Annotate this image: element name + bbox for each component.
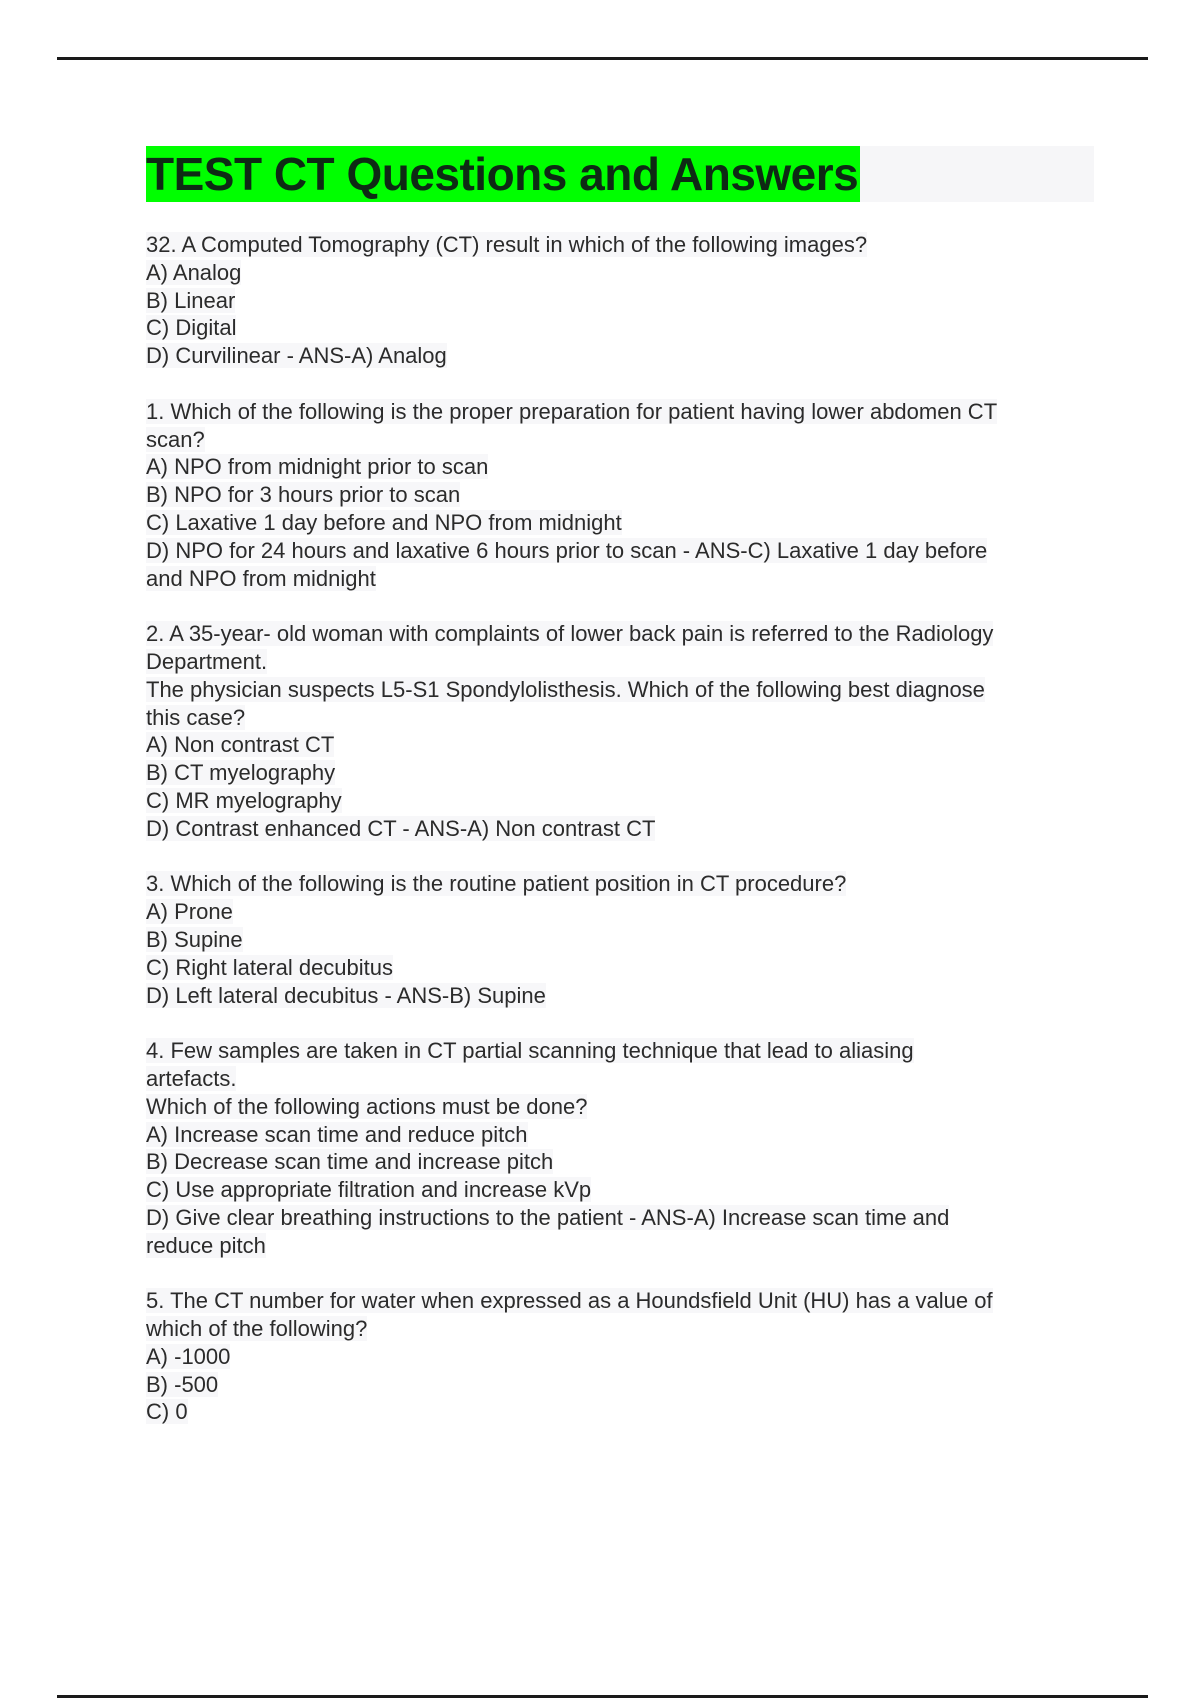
question-line-text: and NPO from midnight [146, 565, 376, 591]
question-line [146, 231, 1096, 259]
question-line-text: A) NPO from midnight prior to scan [146, 454, 489, 480]
question-line [146, 1093, 1096, 1121]
question-line [146, 259, 1096, 287]
question-line-text: D) Curvilinear - ANS-A) Analog [146, 343, 447, 369]
question-line-text: D) NPO for 24 hours and laxative 6 hours prior to scan - ANS-C) Laxative 1 day before [146, 537, 988, 563]
question-line-text: B) -500 [146, 1371, 219, 1397]
title-block [146, 146, 1094, 202]
question-line-text: 4. Few samples are taken in CT partial scanning technique that lead to aliasing [146, 1038, 914, 1064]
question-line-text: A) Prone [146, 899, 233, 925]
question-line-text: reduce pitch [146, 1232, 266, 1258]
question-line-text: which of the following? [146, 1316, 368, 1342]
question-line [146, 898, 1096, 926]
question-line [146, 815, 1096, 843]
question-line [146, 648, 1096, 676]
question-block [146, 620, 1096, 842]
question-line-text: B) CT myelography [146, 760, 336, 786]
question-block [146, 398, 1096, 593]
question-block [146, 231, 1096, 370]
question-line-text: B) Supine [146, 926, 243, 952]
question-line [146, 954, 1096, 982]
question-block [146, 1287, 1096, 1426]
question-line [146, 481, 1096, 509]
question-line-text: The physician suspects L5-S1 Spondylolisthesis. Which of the following best diagnose [146, 676, 985, 702]
question-line [146, 620, 1096, 648]
question-line [146, 509, 1096, 537]
question-line [146, 787, 1096, 815]
question-line [146, 537, 1096, 565]
question-block [146, 870, 1096, 1009]
question-line [146, 565, 1096, 593]
question-line-text: A) Analog [146, 259, 242, 285]
question-line-text: D) Left lateral decubitus - ANS-B) Supine [146, 982, 546, 1008]
question-line [146, 1371, 1096, 1399]
question-line-text: D) Contrast enhanced CT - ANS-A) Non contrast CT [146, 815, 656, 841]
question-line-text: C) MR myelography [146, 787, 342, 813]
question-line-text: C) Use appropriate filtration and increase kVp [146, 1177, 592, 1203]
question-line [146, 1315, 1096, 1343]
question-line-text: A) Non contrast CT [146, 732, 335, 758]
question-line-text: A) -1000 [146, 1343, 231, 1369]
question-line-text: C) Right lateral decubitus [146, 954, 394, 980]
question-line-text: B) Decrease scan time and increase pitch [146, 1149, 554, 1175]
question-line [146, 1232, 1096, 1260]
question-block [146, 1037, 1096, 1259]
bottom-rule [57, 1695, 1148, 1698]
question-line [146, 1037, 1096, 1065]
question-line [146, 1343, 1096, 1371]
question-line-text: 3. Which of the following is the routine patient position in CT procedure? [146, 871, 847, 897]
question-line-text: 5. The CT number for water when expressed as a Houndsfield Unit (HU) has a value of [146, 1288, 993, 1314]
question-line [146, 426, 1096, 454]
question-line [146, 342, 1096, 370]
question-line [146, 1204, 1096, 1232]
question-line [146, 731, 1096, 759]
question-line-text: 2. A 35-year- old woman with complaints of lower back pain is referred to the Radiology [146, 621, 994, 647]
question-line [146, 676, 1096, 704]
question-line [146, 1398, 1096, 1426]
question-line-text: B) Linear [146, 287, 236, 313]
question-line [146, 982, 1096, 1010]
top-rule [57, 57, 1148, 60]
question-line [146, 287, 1096, 315]
question-line-text: C) 0 [146, 1399, 188, 1425]
question-line [146, 1121, 1096, 1149]
question-line-text: 1. Which of the following is the proper preparation for patient having lower abdomen CT [146, 398, 998, 424]
question-line [146, 1176, 1096, 1204]
question-line [146, 398, 1096, 426]
question-line-text: artefacts. [146, 1065, 237, 1091]
question-line-text: this case? [146, 704, 246, 730]
question-line [146, 1287, 1096, 1315]
question-line [146, 870, 1096, 898]
question-line-text: Department. [146, 648, 268, 674]
question-line-text: 32. A Computed Tomography (CT) result in which of the following images? [146, 232, 868, 257]
question-line-text: C) Laxative 1 day before and NPO from midnight [146, 509, 622, 535]
question-line [146, 704, 1096, 732]
question-line [146, 1148, 1096, 1176]
question-line-text: scan? [146, 426, 205, 452]
question-line-text: B) NPO for 3 hours prior to scan [146, 482, 461, 508]
question-line [146, 453, 1096, 481]
question-line-text: D) Give clear breathing instructions to the patient - ANS-A) Increase scan time and [146, 1204, 950, 1230]
question-line-text: C) Digital [146, 315, 237, 341]
question-line [146, 926, 1096, 954]
question-line [146, 759, 1096, 787]
question-line-text: A) Increase scan time and reduce pitch [146, 1121, 528, 1147]
question-line [146, 1065, 1096, 1093]
question-line [146, 314, 1096, 342]
question-line-text: Which of the following actions must be done? [146, 1093, 588, 1119]
questions-list [146, 231, 1096, 1454]
page-title: TEST CT Questions and Answers [146, 148, 859, 200]
